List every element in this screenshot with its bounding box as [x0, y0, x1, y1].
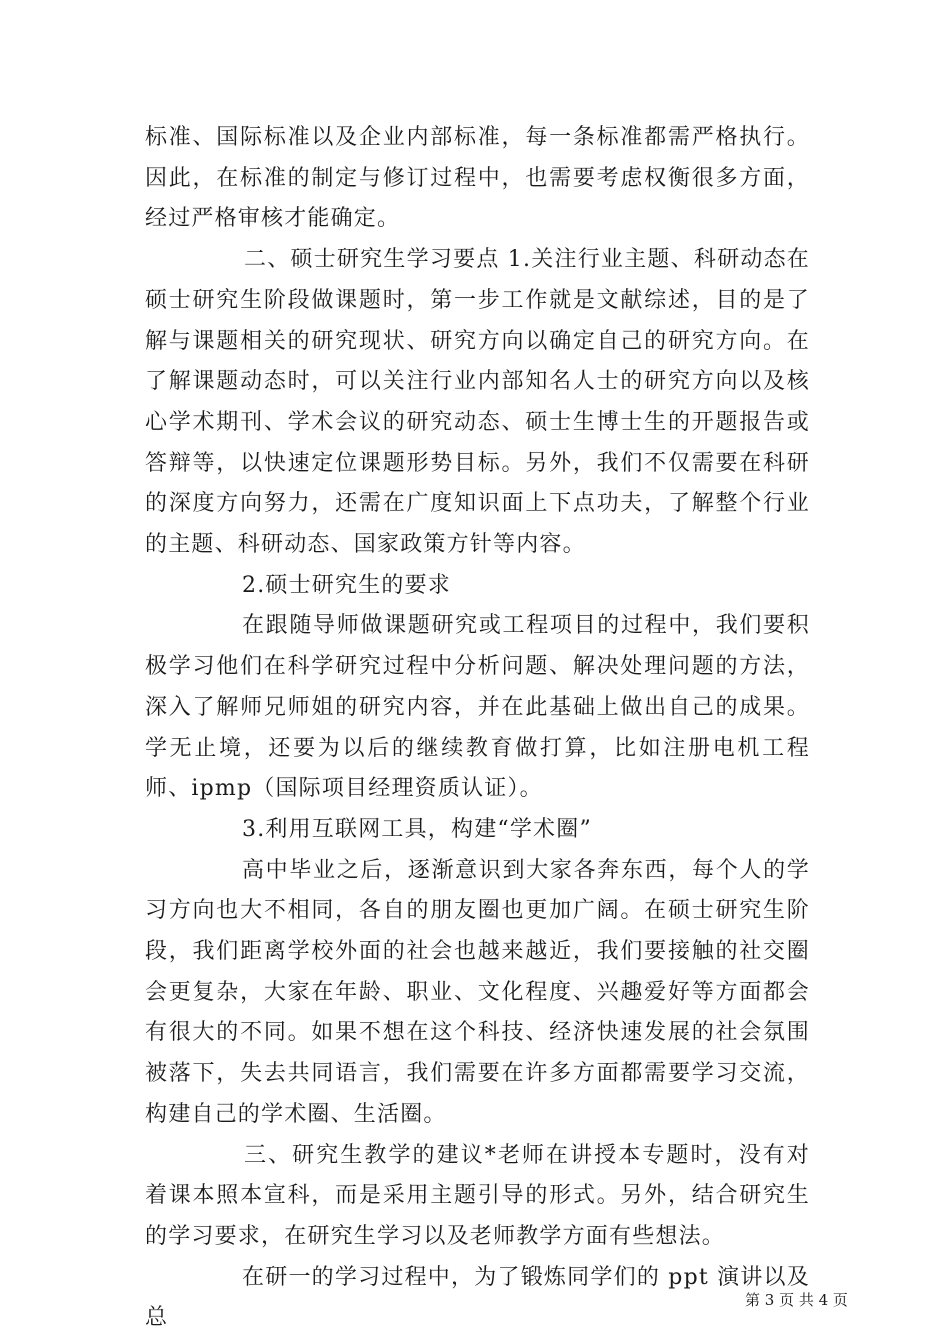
paragraph-subheading-academic-circle: 3.利用互联网工具，构建“学术圈” — [242, 816, 592, 842]
paragraph-subheading-requirements: 2.硕士研究生的要求 — [242, 572, 451, 598]
paragraph-academic-circle-body: 高中毕业之后，逐渐意识到大家各奔东西，每个人的学习方向也大不相同，各自的朋友圈也更加广阔。在硕士研究生阶段，我们距离学校外面的社会也越来越近，我们要接触的社交圈会更复杂，大家在年龄、职业、文化程度、兴趣爱好等方面都会有很大的不同。如果不想在这个科技、经济快速发展的社会氛围被落下，失去共同语言，我们需要在许多方面都需要学习交流，构建自己的学术圈、生活圈。 — [145, 857, 810, 1127]
document-body — [145, 118, 810, 1339]
paragraph-standards-continuation: 标准、国际标准以及企业内部标准，每一条标准都需严格执行。因此，在标准的制定与修订过程中，也需要考虑权衡很多方面，经过严格审核才能确定。 — [145, 125, 810, 232]
paragraph-section-three-heading: 三、研究生教学的建议*老师在讲授本专题时，没有对着课本照本宣科，而是采用主题引导的形式。另外，结合研究生的学习要求，在研究生学习以及老师教学方面有些想法。 — [145, 1142, 810, 1249]
paragraph-requirements-body: 在跟随导师做课题研究或工程项目的过程中，我们要积极学习他们在科学研究过程中分析问题、解决处理问题的方法，深入了解师兄师姐的研究内容，并在此基础上做出自己的成果。学无止境，还要为以后的继续教育做打算，比如注册电机工程师、ipmp（国际项目经理资质认证）。 — [145, 613, 810, 802]
paragraph-section-two-heading: 二、硕士研究生学习要点 1.关注行业主题、科研动态在硕士研究生阶段做课题时，第一步工作就是文献综述，目的是了解与课题相关的研究现状、研究方向以确定自己的研究方向。在了解课题动态时，可以关注行业内部知名人士的研究方向以及核心学术期刊、学术会议的研究动态、硕士生博士生的开题报告或答辩等，以快速定位课题形势目标。另外，我们不仅需要在科研的深度方向努力，还需在广度知识面上下点功夫，了解整个行业的主题、科研动态、国家政策方针等内容。 — [145, 247, 810, 558]
paragraph-first-year-study: 在研一的学习过程中，为了锻炼同学们的 ppt 演讲以及总 — [145, 1264, 810, 1331]
page-number-footer: 第 3 页 共 4 页 — [745, 1291, 848, 1309]
